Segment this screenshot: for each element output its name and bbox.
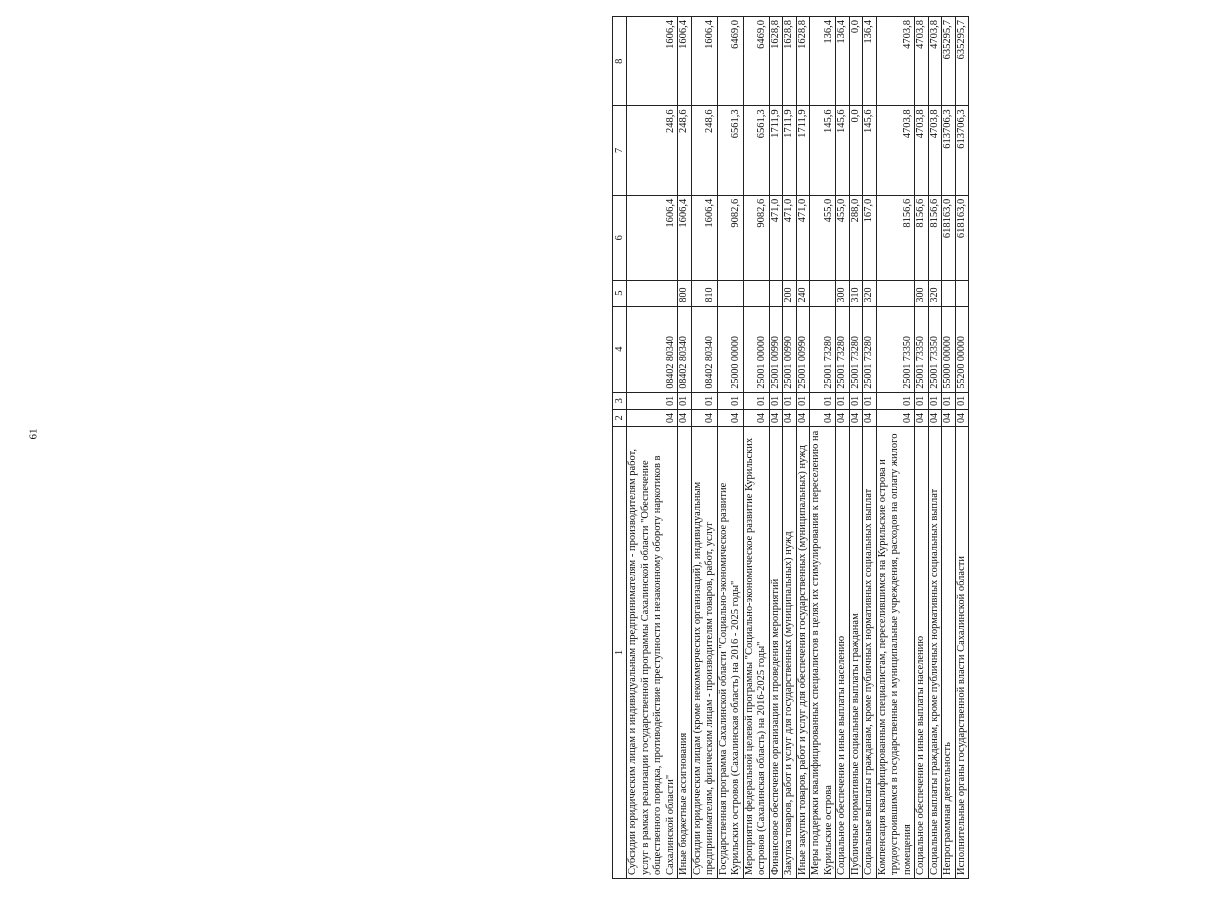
cell-name: Исполнительные органы государственной власти Сахалинской области bbox=[955, 427, 969, 879]
cell-name: Государственная программа Сахалинской области "Социально-экономическое развитие Курильских островов (Сахалинская область) на 2016 - 2025 годы" bbox=[717, 427, 743, 879]
cell-vr: 800 bbox=[678, 280, 692, 306]
cell-v7: 4703,8 bbox=[876, 106, 915, 195]
cell-pr: 01 bbox=[717, 392, 743, 409]
header-row bbox=[613, 17, 627, 879]
cell-v7: 4703,8 bbox=[928, 106, 942, 195]
cell-v6: 618163,0 bbox=[955, 195, 969, 280]
cell-rz: 04 bbox=[783, 409, 797, 426]
cell-rz: 04 bbox=[915, 409, 929, 426]
cell-v8: 6469,0 bbox=[717, 17, 743, 106]
table-row bbox=[915, 17, 929, 879]
cell-v7: 1711,9 bbox=[796, 106, 810, 195]
cell-csr: 25001 73350 bbox=[876, 306, 915, 392]
cell-csr: 08402 80340 bbox=[627, 306, 678, 392]
table-row bbox=[876, 17, 915, 879]
col-header: 2 bbox=[613, 409, 627, 426]
cell-v6: 455,0 bbox=[810, 195, 836, 280]
cell-pr: 01 bbox=[743, 392, 769, 409]
cell-vr bbox=[955, 280, 969, 306]
table-row bbox=[678, 17, 692, 879]
cell-v7: 145,6 bbox=[836, 106, 850, 195]
table-row bbox=[743, 17, 769, 879]
col-header: 8 bbox=[613, 17, 627, 106]
cell-pr: 01 bbox=[876, 392, 915, 409]
cell-rz: 04 bbox=[691, 409, 717, 426]
cell-v6: 455,0 bbox=[836, 195, 850, 280]
cell-name: Непрограммная деятельность bbox=[942, 427, 956, 879]
col-header: 5 bbox=[613, 280, 627, 306]
cell-v7: 6561,3 bbox=[717, 106, 743, 195]
cell-csr: 25001 73350 bbox=[915, 306, 929, 392]
cell-v7: 0,0 bbox=[849, 106, 863, 195]
cell-v7: 248,6 bbox=[691, 106, 717, 195]
cell-v7: 6561,3 bbox=[743, 106, 769, 195]
cell-pr: 01 bbox=[863, 392, 877, 409]
cell-csr: 25001 00000 bbox=[743, 306, 769, 392]
cell-vr: 810 bbox=[691, 280, 717, 306]
cell-vr: 240 bbox=[796, 280, 810, 306]
cell-v7: 145,6 bbox=[863, 106, 877, 195]
cell-vr bbox=[627, 280, 678, 306]
table-row bbox=[810, 17, 836, 879]
col-header: 4 bbox=[613, 306, 627, 392]
cell-name: Субсидии юридическим лицам (кроме некоммерческих организаций), индивидуальным предпринимателям, физическим лицам - производителям товаров, работ, услуг bbox=[691, 427, 717, 879]
cell-v8: 6469,0 bbox=[743, 17, 769, 106]
cell-v8: 635295,7 bbox=[942, 17, 956, 106]
cell-v8: 1628,8 bbox=[783, 17, 797, 106]
cell-vr bbox=[942, 280, 956, 306]
cell-v6: 9082,6 bbox=[743, 195, 769, 280]
cell-csr: 25001 73350 bbox=[928, 306, 942, 392]
cell-rz: 04 bbox=[743, 409, 769, 426]
cell-name: Мероприятия федеральной целевой программы "Социально-экономическое развитие Курильских островов (Сахалинская область) на 2016-2025 годы" bbox=[743, 427, 769, 879]
cell-name: Социальное обеспечение и иные выплаты населению bbox=[836, 427, 850, 879]
cell-name: Субсидии юридическим лицам и индивидуальным предпринимателям - производителям работ, услуг в рамках реализации государственной программы Сахалинской области "Обеспечение общественного порядка, противодействие преступности и незаконному обороту наркотиков в Сахалинской области" bbox=[627, 427, 678, 879]
cell-pr: 01 bbox=[836, 392, 850, 409]
cell-csr: 08402 80340 bbox=[691, 306, 717, 392]
table-row bbox=[863, 17, 877, 879]
cell-v6: 167,0 bbox=[863, 195, 877, 280]
table-row bbox=[928, 17, 942, 879]
cell-vr bbox=[769, 280, 783, 306]
cell-name: Социальное обеспечение и иные выплаты населению bbox=[915, 427, 929, 879]
table-row bbox=[783, 17, 797, 879]
cell-csr: 25001 73280 bbox=[863, 306, 877, 392]
cell-v7: 613706,3 bbox=[955, 106, 969, 195]
cell-name: Иные бюджетные ассигнования bbox=[678, 427, 692, 879]
cell-csr: 25001 00990 bbox=[769, 306, 783, 392]
cell-vr bbox=[717, 280, 743, 306]
table-row bbox=[717, 17, 743, 879]
cell-rz: 04 bbox=[796, 409, 810, 426]
cell-rz: 04 bbox=[810, 409, 836, 426]
cell-vr bbox=[876, 280, 915, 306]
cell-rz: 04 bbox=[928, 409, 942, 426]
cell-pr: 01 bbox=[691, 392, 717, 409]
table-row bbox=[849, 17, 863, 879]
col-header: 3 bbox=[613, 392, 627, 409]
cell-v8: 1606,4 bbox=[691, 17, 717, 106]
cell-v6: 8156,6 bbox=[915, 195, 929, 280]
cell-pr: 01 bbox=[810, 392, 836, 409]
cell-vr bbox=[810, 280, 836, 306]
cell-v7: 1711,9 bbox=[783, 106, 797, 195]
cell-v8: 0,0 bbox=[849, 17, 863, 106]
table-row bbox=[942, 17, 956, 879]
cell-pr: 01 bbox=[928, 392, 942, 409]
cell-v8: 136,4 bbox=[810, 17, 836, 106]
cell-rz: 04 bbox=[863, 409, 877, 426]
cell-v8: 635295,7 bbox=[955, 17, 969, 106]
budget-table bbox=[612, 16, 969, 879]
cell-csr: 25001 73280 bbox=[836, 306, 850, 392]
cell-v6: 288,0 bbox=[849, 195, 863, 280]
cell-rz: 04 bbox=[836, 409, 850, 426]
cell-rz: 04 bbox=[769, 409, 783, 426]
cell-v8: 4703,8 bbox=[928, 17, 942, 106]
col-header: 1 bbox=[613, 427, 627, 879]
cell-rz: 04 bbox=[678, 409, 692, 426]
cell-v6: 1606,4 bbox=[691, 195, 717, 280]
table-row bbox=[955, 17, 969, 879]
cell-v6: 471,0 bbox=[769, 195, 783, 280]
cell-pr: 01 bbox=[849, 392, 863, 409]
cell-pr: 01 bbox=[678, 392, 692, 409]
cell-name: Меры поддержки квалифицированных специалистов в целях их стимулирования к переселению на Курильские острова bbox=[810, 427, 836, 879]
cell-csr: 25001 73280 bbox=[849, 306, 863, 392]
table-row bbox=[796, 17, 810, 879]
cell-v6: 8156,6 bbox=[876, 195, 915, 280]
cell-name: Иные закупки товаров, работ и услуг для обеспечения государственных (муниципальных) нужд bbox=[796, 427, 810, 879]
cell-v6: 8156,6 bbox=[928, 195, 942, 280]
cell-vr: 300 bbox=[915, 280, 929, 306]
cell-csr: 55000 00000 bbox=[942, 306, 956, 392]
cell-csr: 25001 00990 bbox=[783, 306, 797, 392]
cell-pr: 01 bbox=[627, 392, 678, 409]
cell-pr: 01 bbox=[955, 392, 969, 409]
cell-name: Финансовое обеспечение организации и проведения мероприятий bbox=[769, 427, 783, 879]
cell-rz: 04 bbox=[627, 409, 678, 426]
cell-v6: 471,0 bbox=[783, 195, 797, 280]
cell-name: Публичные нормативные социальные выплаты гражданам bbox=[849, 427, 863, 879]
cell-v8: 1606,4 bbox=[678, 17, 692, 106]
cell-v7: 248,6 bbox=[678, 106, 692, 195]
cell-csr: 08402 80340 bbox=[678, 306, 692, 392]
cell-csr: 55200 00000 bbox=[955, 306, 969, 392]
col-header: 7 bbox=[613, 106, 627, 195]
cell-v8: 1606,4 bbox=[627, 17, 678, 106]
page-number: 61 bbox=[27, 428, 40, 440]
table-row bbox=[691, 17, 717, 879]
cell-vr: 320 bbox=[863, 280, 877, 306]
cell-v6: 1606,4 bbox=[678, 195, 692, 280]
cell-v7: 613706,3 bbox=[942, 106, 956, 195]
cell-pr: 01 bbox=[769, 392, 783, 409]
cell-v7: 248,6 bbox=[627, 106, 678, 195]
cell-pr: 01 bbox=[796, 392, 810, 409]
cell-v7: 145,6 bbox=[810, 106, 836, 195]
cell-rz: 04 bbox=[942, 409, 956, 426]
cell-pr: 01 bbox=[942, 392, 956, 409]
cell-csr: 25001 73280 bbox=[810, 306, 836, 392]
rotated-page bbox=[612, 16, 1222, 879]
cell-rz: 04 bbox=[717, 409, 743, 426]
cell-csr: 25001 00990 bbox=[796, 306, 810, 392]
cell-v8: 1628,8 bbox=[769, 17, 783, 106]
cell-name: Компенсация квалифицированным специалистам, переселившимся на Курильские острова и трудоустроившимся в государственные и муниципальные учреждения, расходов на оплату жилого помещения bbox=[876, 427, 915, 879]
cell-v6: 471,0 bbox=[796, 195, 810, 280]
table-row bbox=[769, 17, 783, 879]
cell-v8: 4703,8 bbox=[915, 17, 929, 106]
cell-v6: 9082,6 bbox=[717, 195, 743, 280]
cell-rz: 04 bbox=[955, 409, 969, 426]
table-row bbox=[627, 17, 678, 879]
cell-vr: 300 bbox=[836, 280, 850, 306]
cell-vr: 320 bbox=[928, 280, 942, 306]
table-row bbox=[836, 17, 850, 879]
cell-pr: 01 bbox=[783, 392, 797, 409]
cell-v8: 4703,8 bbox=[876, 17, 915, 106]
cell-name: Социальные выплаты гражданам, кроме публичных нормативных социальных выплат bbox=[863, 427, 877, 879]
cell-v7: 1711,9 bbox=[769, 106, 783, 195]
cell-vr bbox=[743, 280, 769, 306]
cell-rz: 04 bbox=[849, 409, 863, 426]
cell-v8: 1628,8 bbox=[796, 17, 810, 106]
cell-v6: 618163,0 bbox=[942, 195, 956, 280]
col-header: 6 bbox=[613, 195, 627, 280]
cell-pr: 01 bbox=[915, 392, 929, 409]
cell-name: Закупка товаров, работ и услуг для государственных (муниципальных) нужд bbox=[783, 427, 797, 879]
cell-name: Социальные выплаты гражданам, кроме публичных нормативных социальных выплат bbox=[928, 427, 942, 879]
cell-v8: 136,4 bbox=[836, 17, 850, 106]
cell-vr: 200 bbox=[783, 280, 797, 306]
cell-v8: 136,4 bbox=[863, 17, 877, 106]
cell-v6: 1606,4 bbox=[627, 195, 678, 280]
cell-vr: 310 bbox=[849, 280, 863, 306]
cell-v7: 4703,8 bbox=[915, 106, 929, 195]
cell-rz: 04 bbox=[876, 409, 915, 426]
cell-csr: 25000 00000 bbox=[717, 306, 743, 392]
